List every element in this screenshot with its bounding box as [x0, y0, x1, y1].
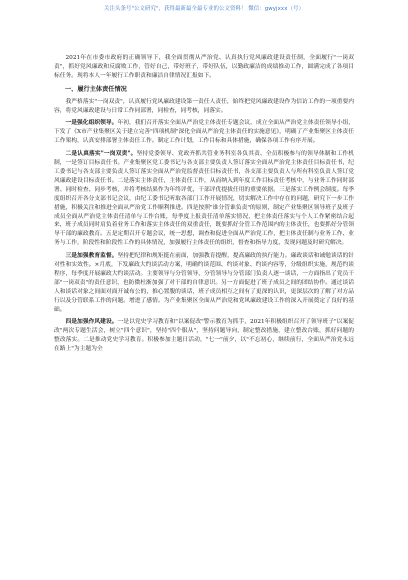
intro-paragraph: 2021年在市委市政府的正确领导下，我全面贯彻从严治党、认真执行党风廉政建设责任制，全面履行"一岗双责"，抓好党风廉政和反腐败工作，管好自己，带好班子，带好队伍，以勤政廉洁的成绩推动工作，圆满完成了各项目标任务。现将本人一年履行工作职责和廉洁自律情况汇报如下。	[54, 55, 354, 79]
paragraph-text: 坚持党委领导、党政齐抓共管业务科室各负其责、全员积极参与的领导体制和工作机制，一是签订目标责任书。产业集聚区党工委书记与各支部主要负责人签订落实全面从严治党主体责任目标责任书，纪工委书记与各支部主要负责人签订落实全面从严治党监督责任目标责任书，各支部主要负责人与所有科室负责人签订党风廉政建设目标责任书。二是落实主体责任，主体责任工作，从而纳入到年度工作目标责任考核中，与业务工作同时部署、同时检查、同步考核，并将考核结果作为年终评优，干部评优提拔任用的重要依据。三是落实工作例会制度。每季度组织召开各分支部书记会议，由纪工委书记听取各部门工作开展情况，切实解决工作中存在的问题，研究下一步工作措施，积极关注和推进全面从严治党工作顺利推进。四是按照"谁分管谁负责"的原则，制定产业集聚区领导班子及班子成员全面从严治党主体责任清单与工作台账，每季度上报责任清单落实情况，把主体责任落实与个人工作紧密结合起来，班子成员同时肩负着业务工作和落实主体责任的双重责任，既要抓好分管工作范围内的主体责任，也要抓好分管领导干部的廉政教育。五是定期召开专题会议，统一思想，调查和促进全面从严治党工作，把主体责任制与业务工作、业务与工作，阶段性和阶段性工作的具体情况，加强履行主体责任的组织，督查和指导力度，发现问题及时研究解决。	[54, 151, 354, 247]
paragraph-lead: 二是认真落实"一岗双责"。	[65, 151, 137, 158]
paragraph-organization	[54, 119, 354, 146]
paragraph-lead: 四是加强作风建设。	[65, 319, 118, 326]
paragraph-style	[54, 318, 354, 354]
paragraph-overview: 我严格落实"一岗双责"，认真履行党风廉政建设第一责任人责任，始终把党风廉政建设作为信访工作的一项重要内容，将党风廉政建设与日常工作同部署，同检查，同考核，同落实。	[54, 98, 354, 114]
header-banner: 关注头条号"公文研究"，获得最新最全最专业的公文资料！ 微信：gwyjxxx（号）	[104, 6, 304, 12]
paragraph-education	[54, 252, 354, 314]
paragraph-text: 坚持把纪律和规矩挺在前面，加强教育提醒，提高廉政的执行能力。廉政谈话和诫勉谈话的针对性和实效性。×月底，下发廉政大约谈活动方案，明确约谈范围、约谈对象、约谈内容等，分级组织实施，规范约谈程序，每季度开展廉政大约谈活动。主要领导与分管领导，分管领导与分管部门负责人逐一谈话，一方面指出了党员干部"一岗双责"的责任意识，也防微杜渐加强了对干部的自律意识。另一方面促进了班子成员之间的团结协作。通过谈话人和谈话对象之间面对面开诚布公的，推心置腹的谈话，班子成员相互之间有了更深的认识，更深层次的了解了对方品行以及分管联系工作的问题。增进了感情。为产业集聚区全面从严治党和党风廉政建设工作的深入开展奠定了良好的基础。	[54, 253, 355, 313]
paragraph-text: 年初，我们召开落实全面从严治党主体责任专题会议，成立全面从严治党主体责任领导小组，下发了《X市产业集聚区关于建立完善"四项机制"深化全面从严治党主体责任的实施意见》，明确了产业集聚区主体责任工作架构，认真安排部署主体责任工作。制定工作计划，工作目标和具体措施，确保各项工作有序开展。	[54, 120, 355, 145]
document-body	[54, 54, 354, 354]
paragraph-responsibility	[54, 150, 354, 248]
paragraph-lead: 三是加强教育监督。	[65, 253, 118, 260]
paragraph-lead: 一是强化组织领导。	[65, 120, 118, 127]
paragraph-text: 一是以党史学习教育和"以案促改"警示教育为抓手，2021年积极组织召开了领导班子"以案促改"两次专题生活会，树立"四个意识"，坚持"四个服从"，坚持问题导向，制定整改措施，建立整改台账，抓好问题的整改落实。二是推动党史学习教育。积极参加主题日活动，"七一"前夕，以"不忘初心，继续前行，全面从严治党永远在路上"为主题为全	[54, 319, 354, 353]
section-heading: 一、履行主体责任情况	[65, 85, 127, 93]
